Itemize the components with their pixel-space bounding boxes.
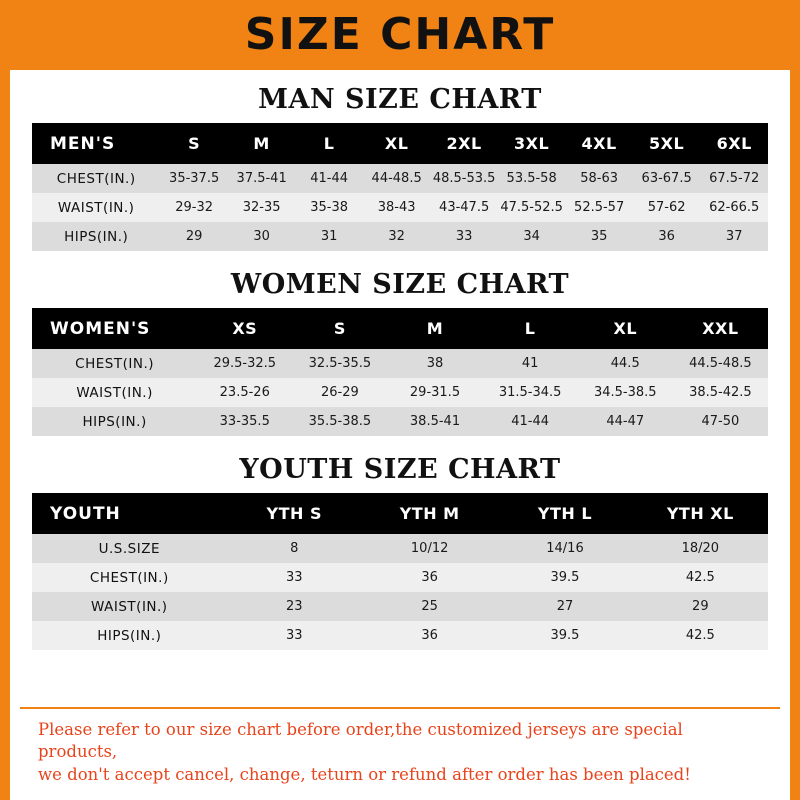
women-waist-l: 31.5-34.5	[483, 378, 578, 407]
youth-waist-xl: 29	[633, 592, 768, 621]
women-header-xxl: XXL	[673, 308, 768, 349]
men-size-table	[32, 123, 768, 251]
men-chest-m: 37.5-41	[228, 164, 296, 193]
women-header-s: S	[292, 308, 387, 349]
women-size-chart	[10, 308, 790, 436]
youth-header-m: YTH M	[362, 493, 497, 534]
men-waist-m: 32-35	[228, 193, 296, 222]
men-chest-4xl: 58-63	[565, 164, 633, 193]
youth-section-title: YOUTH SIZE CHART	[239, 454, 561, 485]
youth-ussize-m: 10/12	[362, 534, 497, 563]
youth-hips-s: 33	[227, 621, 362, 650]
footer-note-line-1: Please refer to our size chart before order,the customized jerseys are special products,	[38, 720, 683, 762]
women-chest-xxl: 44.5-48.5	[673, 349, 768, 378]
men-waist-l: 35-38	[295, 193, 363, 222]
men-hips-xl: 32	[363, 222, 431, 251]
youth-chest-s: 33	[227, 563, 362, 592]
men-header-5xl: 5XL	[633, 123, 701, 164]
men-waist-2xl: 43-47.5	[430, 193, 498, 222]
youth-row-chest-label: CHEST(IN.)	[32, 563, 227, 592]
women-chest-m: 38	[387, 349, 482, 378]
youth-size-chart	[10, 493, 790, 650]
youth-ussize-s: 8	[227, 534, 362, 563]
youth-row-ussize-label: U.S.SIZE	[32, 534, 227, 563]
men-hips-5xl: 36	[633, 222, 701, 251]
women-hips-xxl: 47-50	[673, 407, 768, 436]
women-waist-xl: 34.5-38.5	[578, 378, 673, 407]
women-row-hips-label: HIPS(IN.)	[32, 407, 197, 436]
youth-ussize-l: 14/16	[497, 534, 632, 563]
youth-hips-m: 36	[362, 621, 497, 650]
men-waist-s: 29-32	[160, 193, 228, 222]
men-header-m: M	[228, 123, 296, 164]
table-row	[32, 349, 768, 378]
women-section-title: WOMEN SIZE CHART	[230, 269, 570, 300]
youth-header-l: YTH L	[497, 493, 632, 534]
men-header-2xl: 2XL	[430, 123, 498, 164]
men-row-waist-label: WAIST(IN.)	[32, 193, 160, 222]
youth-waist-s: 23	[227, 592, 362, 621]
table-row	[32, 592, 768, 621]
youth-waist-m: 25	[362, 592, 497, 621]
men-header-3xl: 3XL	[498, 123, 566, 164]
table-header-row	[32, 493, 768, 534]
women-header-l: L	[483, 308, 578, 349]
men-size-chart	[10, 123, 790, 251]
youth-chest-xl: 42.5	[633, 563, 768, 592]
men-section-title: MAN SIZE CHART	[258, 84, 542, 115]
table-row	[32, 563, 768, 592]
women-header-xs: XS	[197, 308, 292, 349]
men-chest-xl: 44-48.5	[363, 164, 431, 193]
women-row-chest-label: CHEST(IN.)	[32, 349, 197, 378]
women-hips-l: 41-44	[483, 407, 578, 436]
youth-size-table	[32, 493, 768, 650]
men-chest-2xl: 48.5-53.5	[430, 164, 498, 193]
table-header-row	[32, 308, 768, 349]
men-hips-3xl: 34	[498, 222, 566, 251]
women-size-table	[32, 308, 768, 436]
women-header-xl: XL	[578, 308, 673, 349]
youth-header-xl: YTH XL	[633, 493, 768, 534]
youth-hips-xl: 42.5	[633, 621, 768, 650]
footer-note	[20, 707, 780, 800]
men-hips-4xl: 35	[565, 222, 633, 251]
women-chest-xl: 44.5	[578, 349, 673, 378]
footer-note-line-2: we don't accept cancel, change, teturn or refund after order has been placed!	[38, 764, 691, 784]
youth-header-label: YOUTH	[32, 493, 227, 534]
youth-chest-l: 39.5	[497, 563, 632, 592]
women-header-label: WOMEN'S	[32, 308, 197, 349]
men-row-hips-label: HIPS(IN.)	[32, 222, 160, 251]
men-hips-2xl: 33	[430, 222, 498, 251]
men-chest-5xl: 63-67.5	[633, 164, 701, 193]
men-waist-xl: 38-43	[363, 193, 431, 222]
women-waist-s: 26-29	[292, 378, 387, 407]
men-waist-6xl: 62-66.5	[700, 193, 768, 222]
women-chest-xs: 29.5-32.5	[197, 349, 292, 378]
table-row	[32, 407, 768, 436]
men-chest-3xl: 53.5-58	[498, 164, 566, 193]
men-waist-3xl: 47.5-52.5	[498, 193, 566, 222]
youth-row-waist-label: WAIST(IN.)	[32, 592, 227, 621]
women-hips-m: 38.5-41	[387, 407, 482, 436]
women-row-waist-label: WAIST(IN.)	[32, 378, 197, 407]
youth-header-s: YTH S	[227, 493, 362, 534]
women-header-m: M	[387, 308, 482, 349]
men-chest-6xl: 67.5-72	[700, 164, 768, 193]
table-header-row	[32, 123, 768, 164]
women-hips-xs: 33-35.5	[197, 407, 292, 436]
men-header-xl: XL	[363, 123, 431, 164]
men-waist-4xl: 52.5-57	[565, 193, 633, 222]
table-row	[32, 378, 768, 407]
women-chest-l: 41	[483, 349, 578, 378]
women-chest-s: 32.5-35.5	[292, 349, 387, 378]
men-hips-s: 29	[160, 222, 228, 251]
page-banner	[10, 0, 790, 70]
table-row	[32, 534, 768, 563]
page-title: SIZE CHART	[244, 9, 556, 60]
table-row	[32, 222, 768, 251]
youth-row-hips-label: HIPS(IN.)	[32, 621, 227, 650]
table-row	[32, 193, 768, 222]
youth-waist-l: 27	[497, 592, 632, 621]
table-row	[32, 621, 768, 650]
men-header-6xl: 6XL	[700, 123, 768, 164]
men-hips-6xl: 37	[700, 222, 768, 251]
men-chest-s: 35-37.5	[160, 164, 228, 193]
women-hips-s: 35.5-38.5	[292, 407, 387, 436]
men-waist-5xl: 57-62	[633, 193, 701, 222]
women-waist-m: 29-31.5	[387, 378, 482, 407]
youth-chest-m: 36	[362, 563, 497, 592]
men-header-4xl: 4XL	[565, 123, 633, 164]
women-hips-xl: 44-47	[578, 407, 673, 436]
men-header-label: MEN'S	[32, 123, 160, 164]
men-row-chest-label: CHEST(IN.)	[32, 164, 160, 193]
men-header-l: L	[295, 123, 363, 164]
youth-ussize-xl: 18/20	[633, 534, 768, 563]
youth-hips-l: 39.5	[497, 621, 632, 650]
men-hips-l: 31	[295, 222, 363, 251]
men-hips-m: 30	[228, 222, 296, 251]
table-row	[32, 164, 768, 193]
women-waist-xxl: 38.5-42.5	[673, 378, 768, 407]
women-waist-xs: 23.5-26	[197, 378, 292, 407]
men-header-s: S	[160, 123, 228, 164]
men-chest-l: 41-44	[295, 164, 363, 193]
